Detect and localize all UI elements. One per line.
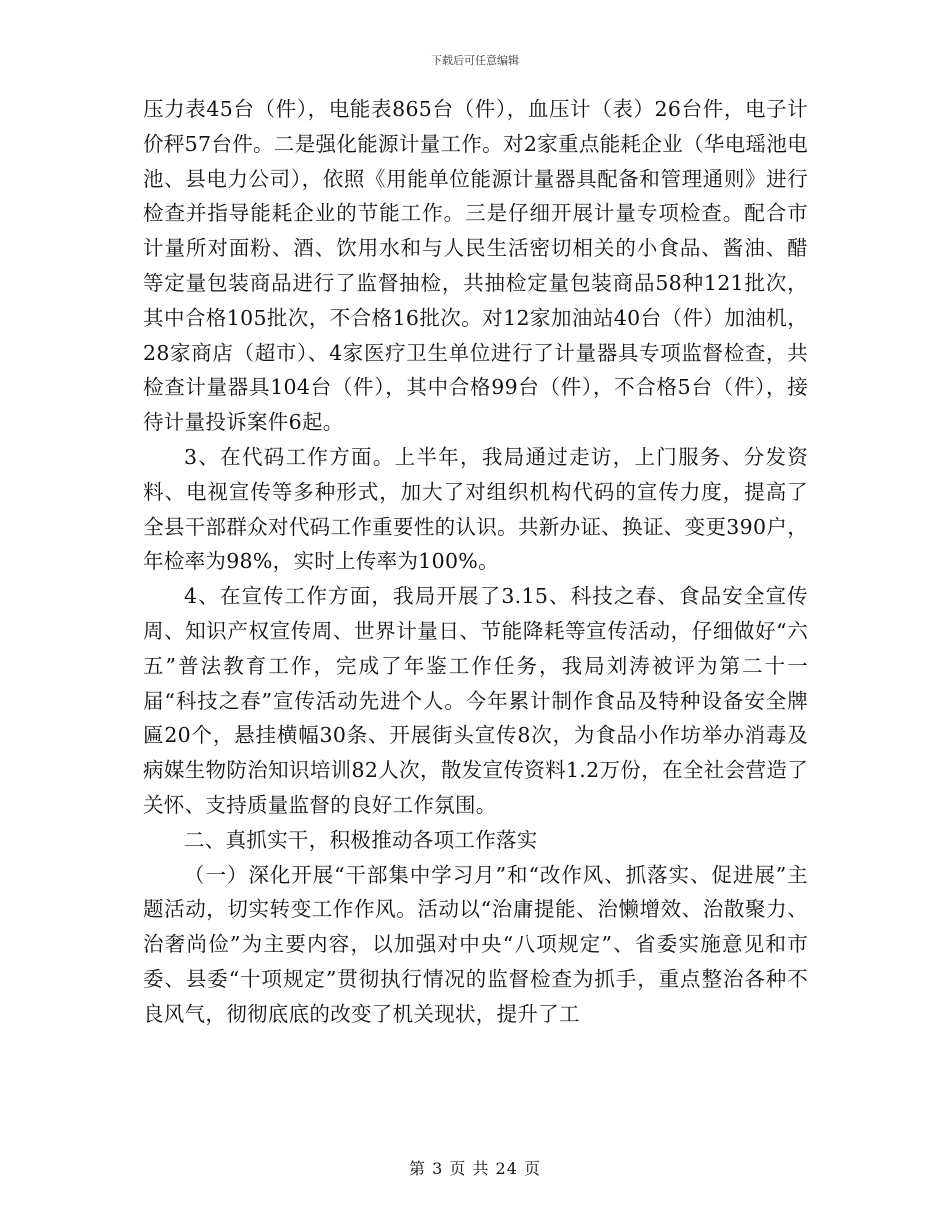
paragraph-code-work: 3、在代码工作方面。上半年，我局通过走访，上门服务、分发资料、电视宣传等多种形式，加大了对组织机构代码的宣传力度，提高了全县干部群众对代码工作重要性的认识。共新办证、换证、变更390户，年检率为98%，实时上传率为100%。	[143, 444, 808, 574]
document-body	[143, 92, 808, 1032]
paragraph-style-campaign: （一）深化开展“干部集中学习月”和“改作风、抓落实、促进展”主题活动，切实转变工作作风。活动以“治庸提能、治懒增效、治散聚力、治奢尚俭”为主要内容，以加强对中央“八项规定”、省委实施意见和市委、县委“十项规定”贯彻执行情况的监督检查为抓手，重点整治各种不良风气，彻彻底底的改变了机关现状，提升了工	[143, 862, 808, 1026]
paragraph-publicity-work: 4、在宣传工作方面，我局开展了3.15、科技之春、食品安全宣传周、知识产权宣传周、世界计量日、节能降耗等宣传活动，仔细做好“六五”普法教育工作，完成了年鉴工作任务，我局刘涛被评为第二十一届“科技之春”宣传活动先进个人。今年累计制作食品及特种设备安全牌匾20个，悬挂横幅30条、开展街头宣传8次，为食品小作坊举办消毒及病媒生物防治知识培训82人次，散发宣传资料1.2万份，在全社会营造了关怀、支持质量监督的良好工作氛围。	[143, 584, 808, 817]
section-heading: 二、真抓实干，积极推动各项工作落实	[184, 827, 538, 852]
paragraph-continued: 压力表45台（件），电能表865台（件），血压计（表）26台件，电子计价秤57台件。二是强化能源计量工作。对2家重点能耗企业（华电瑶池电池、县电力公司），依照《用能单位能源计量器具配备和管理通则》进行检查并指导能耗企业的节能工作。三是仔细开展计量专项检查。配合市计量所对面粉、酒、饮用水和与人民生活密切相关的小食品、酱油、醋等定量包装商品进行了监督抽检，共抽检定量包装商品58种121批次，其中合格105批次，不合格16批次。对12家加油站40台（件）加油机，28家商店（超市）、4家医疗卫生单位进行了计量器具专项监督检查，共检查计量器具104台（件），其中合格99台（件），不合格5台（件），接待计量投诉案件6起。	[143, 97, 808, 435]
page-number: 第 3 页 共 24 页	[409, 1159, 541, 1178]
page-header-note: 下载后可任意编辑	[431, 54, 519, 67]
